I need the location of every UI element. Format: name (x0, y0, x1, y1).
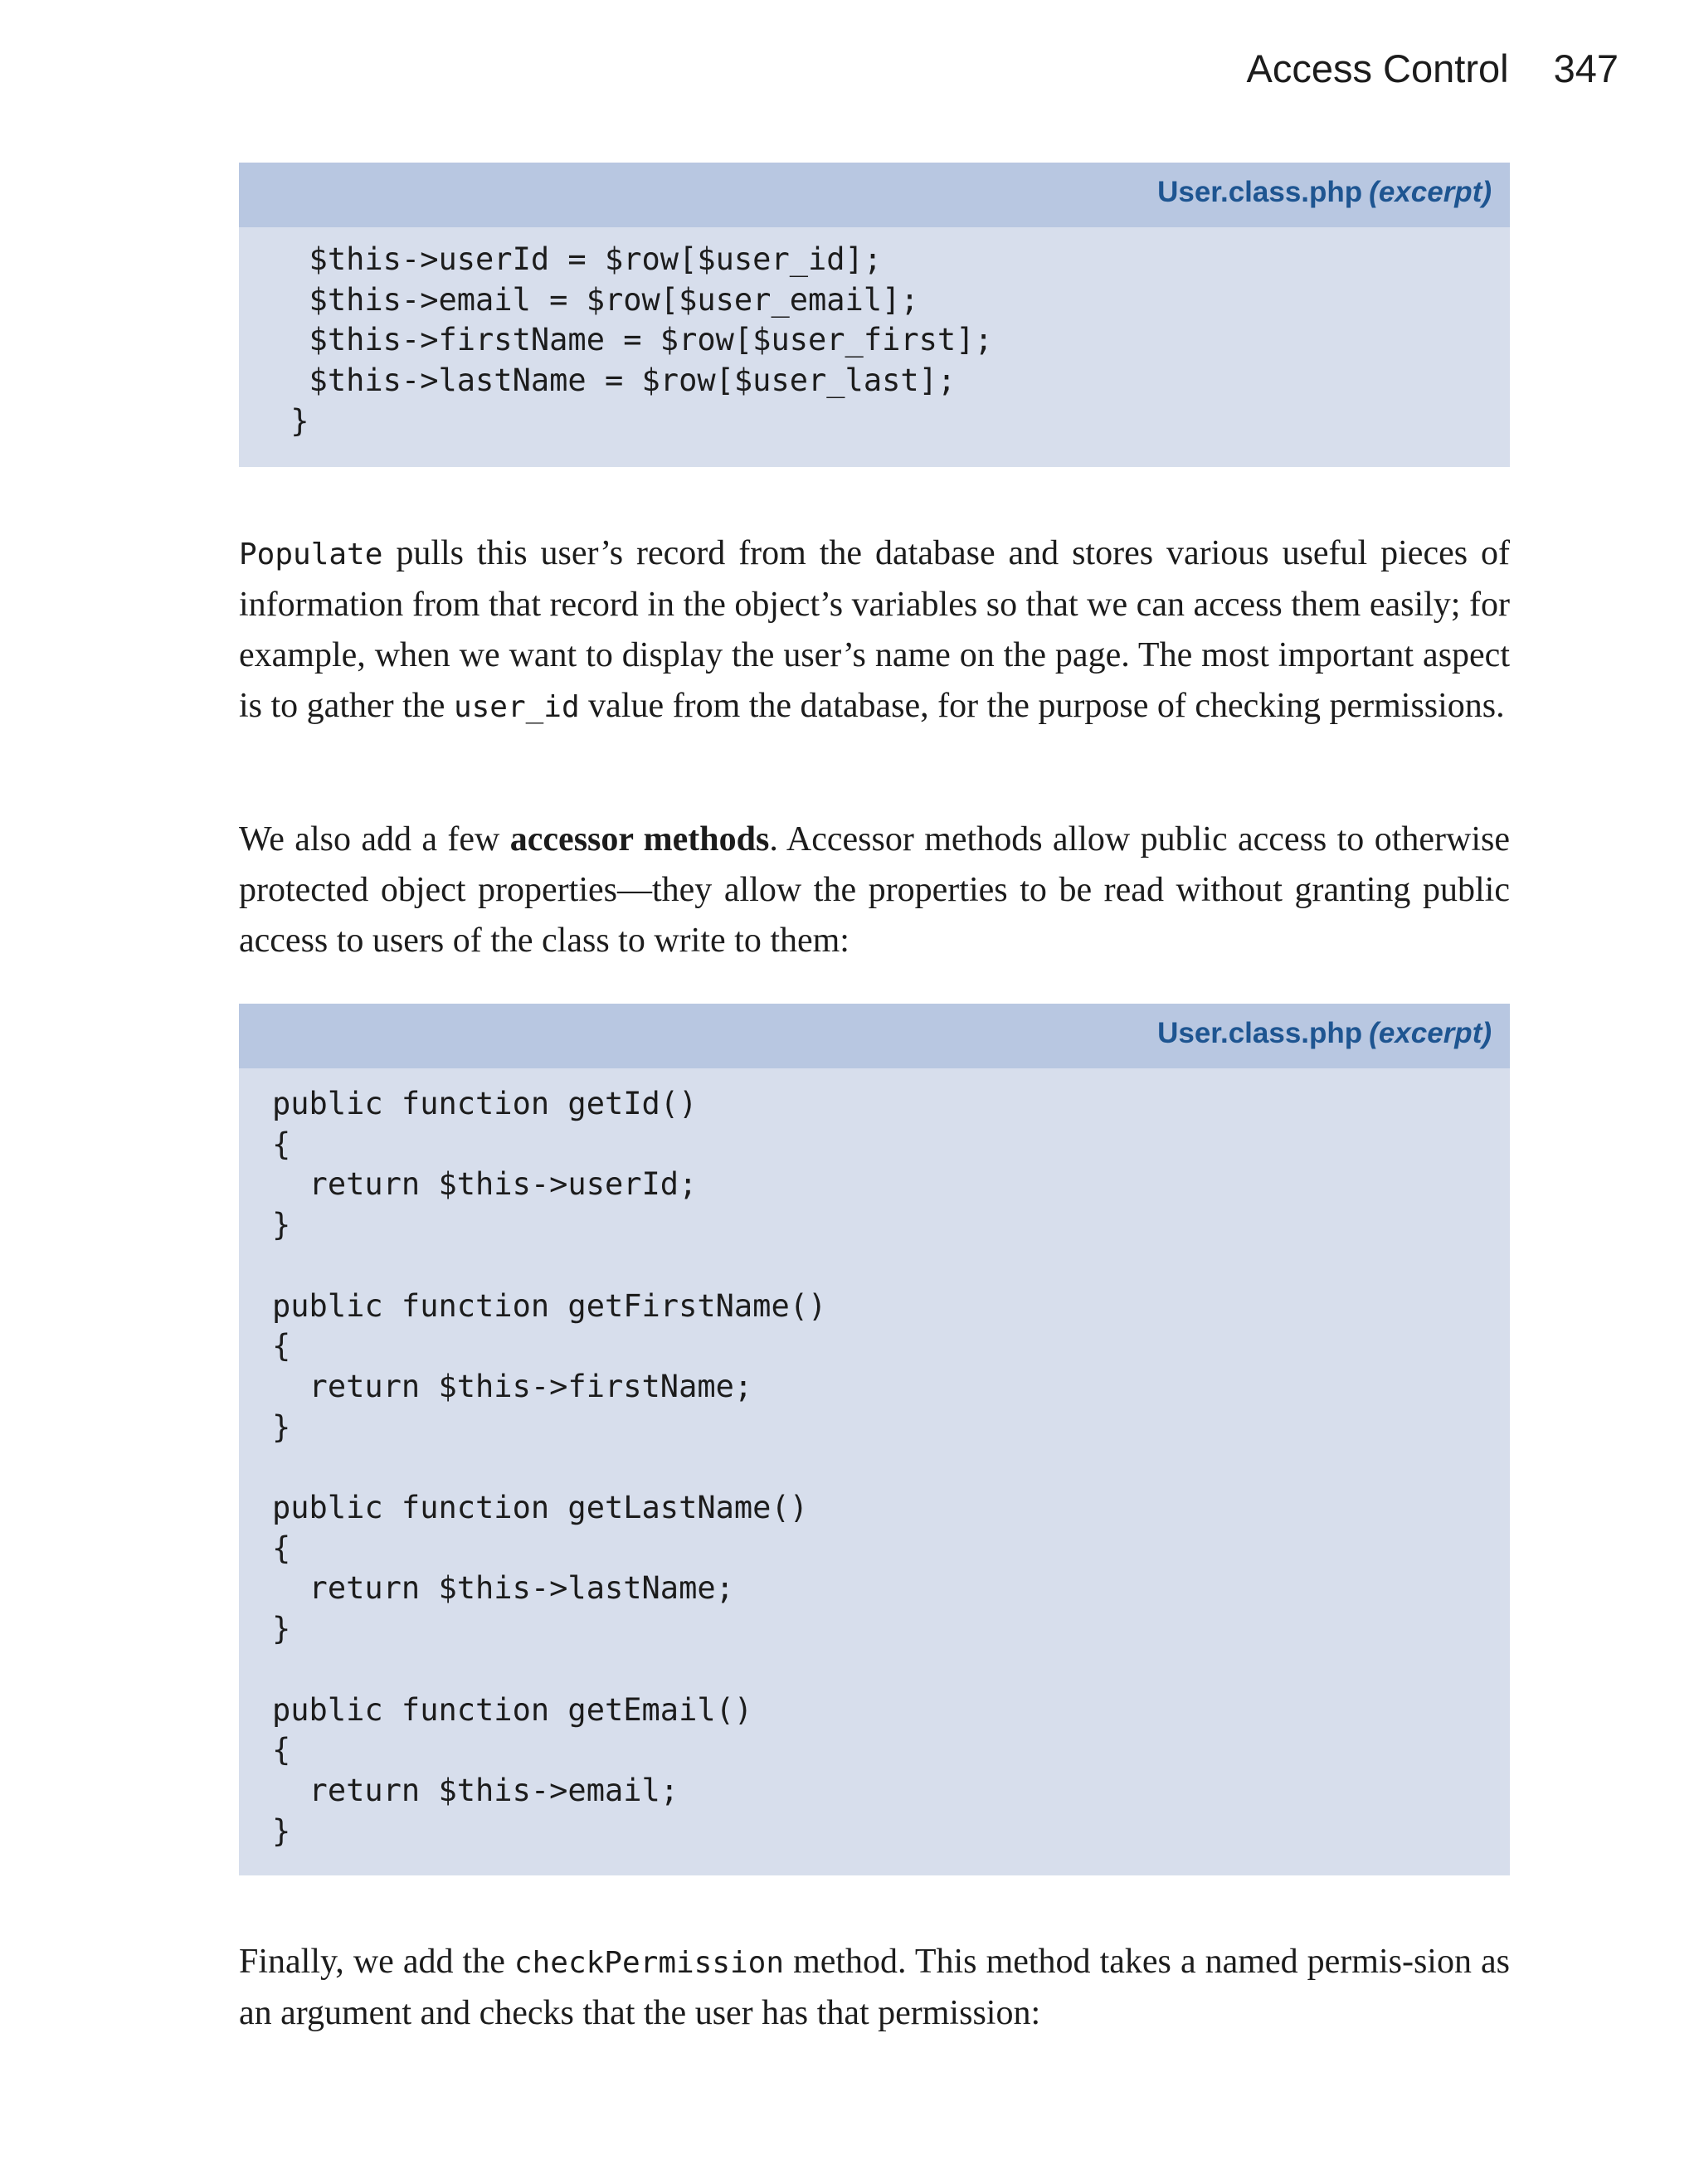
inline-code: checkPermission (514, 1946, 785, 1980)
code-text: $this->userId = $row[$user_id]; $this->email = $row[$user_email]; $this->firstName = $row[$user_first]; $this->lastName = $row[$user_last]; } (290, 241, 993, 439)
paragraph-text: . Accessor methods allow public access to otherwise protected object properties—they allow the properties to be read without granting public access to users of the class to write to them: (239, 820, 1510, 960)
code-listing-header (239, 163, 1510, 227)
paragraph-text: method. This method takes a named permis-sion as an argument and checks that the user has that permission: (239, 1943, 1510, 2032)
bold-term: accessor methods (509, 820, 770, 859)
code-caption-file: User.class.php (1157, 176, 1363, 208)
code-caption-file: User.class.php (1157, 1017, 1363, 1049)
code-listing-1 (239, 163, 1510, 467)
inline-code: user_id (453, 690, 580, 724)
section-title: Access Control (1246, 46, 1509, 90)
paragraph-populate (239, 528, 1510, 732)
paragraph-check-permission (239, 1937, 1510, 2039)
code-caption (1157, 1017, 1492, 1050)
code-listing-2 (239, 1004, 1510, 1875)
paragraph-text: value from the database, for the purpose of checking permissions. (579, 687, 1505, 725)
code-caption-note: (excerpt) (1369, 176, 1492, 208)
paragraph-accessor-methods (239, 815, 1510, 966)
paragraph-text: pulls this user’s record from the database and stores various useful pieces of information from that record in the object’s variables so that we can access them easily; for example, when we want to display the user’s name on the page. The most important aspect is to gather the (239, 534, 1510, 725)
code-caption-note: (excerpt) (1369, 1017, 1492, 1049)
paragraph-text: Finally, we add the (239, 1943, 514, 1981)
code-text: public function getId() { return $this->userId; } public function getFirstName() { return $this->firstName; } public function getLastName() { return $this->lastName; } public function getEmail() { return $this->email; } (272, 1086, 827, 1849)
page-number: 347 (1553, 46, 1619, 90)
code-listing-header (239, 1004, 1510, 1068)
paragraph-text: We also add a few (239, 820, 510, 859)
inline-code: Populate (239, 537, 383, 572)
code-caption (1157, 176, 1492, 209)
running-header (1247, 46, 1619, 91)
